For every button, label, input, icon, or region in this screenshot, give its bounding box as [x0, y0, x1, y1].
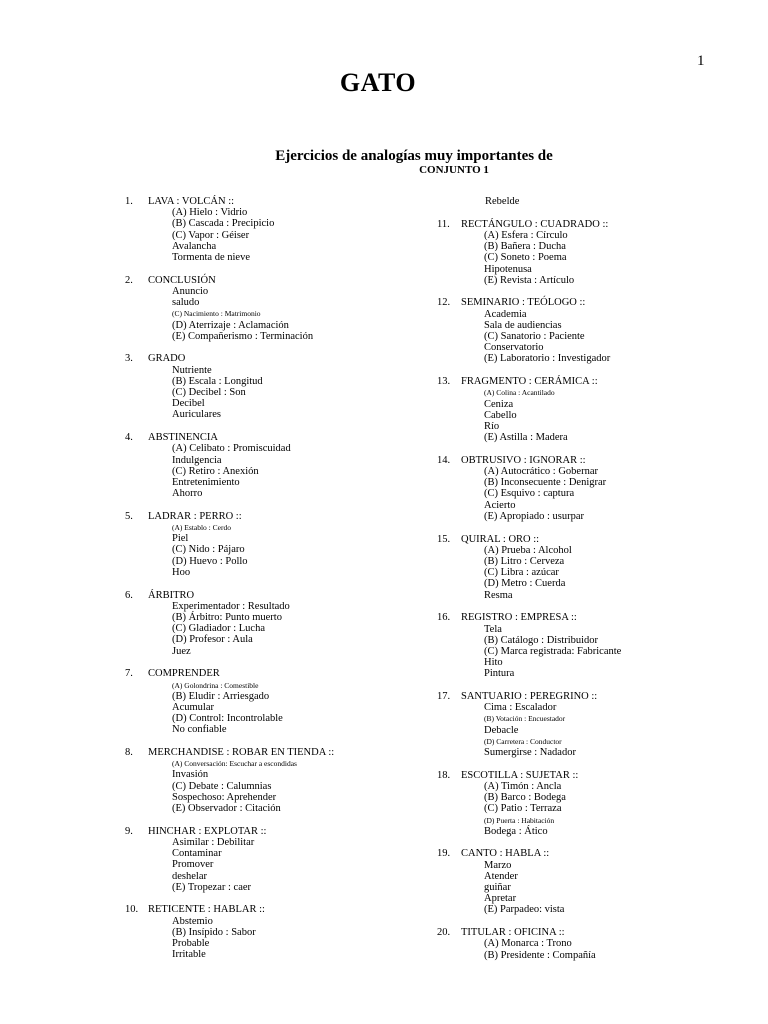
question-prompt-row: [437, 455, 642, 466]
answer-option: (C) Gladiador : Lucha: [172, 623, 266, 635]
question-number: 15.: [437, 533, 451, 545]
question-prompt-row: [125, 275, 340, 286]
question-number: 19.: [437, 848, 451, 860]
answer-option: Indulgencia: [172, 454, 222, 466]
question-prompt: CANTO : HABLA ::: [461, 848, 550, 860]
answer-options: [437, 624, 642, 680]
question-prompt-row: [125, 826, 340, 837]
question-prompt-row: [125, 590, 340, 601]
question-prompt-row: [125, 353, 340, 364]
answer-option: (A) Monarca : Trono: [484, 938, 572, 950]
answer-option: Contaminar: [172, 848, 222, 860]
answer-options: [125, 443, 340, 499]
question-prompt: SEMINARIO : TEÓLOGO ::: [461, 297, 586, 309]
question-item: [437, 612, 642, 679]
answer-option: Bodega : Ático: [484, 825, 548, 837]
answer-option: Juez: [172, 645, 191, 657]
question-prompt: LAVA : VOLCÁN ::: [148, 196, 235, 207]
answer-option: (A) Conversación: Escuchar a escondidas: [172, 759, 297, 769]
answer-option: (C) Vapor : Géiser: [172, 229, 250, 241]
answer-option: (C) Libra : azúcar: [484, 567, 559, 579]
answer-option: Avalancha: [172, 240, 217, 252]
answer-option: deshelar: [172, 870, 207, 882]
question-item: [125, 826, 340, 893]
question-prompt: GRADO: [148, 353, 186, 365]
answer-option: No confiable: [172, 724, 227, 736]
question-prompt: CONCLUSIÓN: [148, 274, 216, 286]
answer-option: (C) Decibel : Son: [172, 387, 246, 399]
question-prompt-row: [437, 534, 642, 545]
answer-option: Anuncio: [172, 285, 209, 297]
question-prompt-row: [125, 904, 340, 915]
question-item: [125, 353, 340, 420]
answer-option: (E) Astilla : Madera: [484, 432, 568, 444]
answer-option: Acumular: [172, 701, 214, 713]
question-prompt-row: [437, 848, 642, 859]
answer-option: Hito: [484, 657, 503, 669]
question-prompt: ÁRBITRO: [148, 589, 195, 601]
question-number: 5.: [125, 510, 133, 522]
question-prompt-row: [437, 927, 642, 938]
answer-option: Tela: [484, 623, 502, 635]
question-prompt: OBTRUSIVO : IGNORAR ::: [461, 454, 586, 466]
question-item: [125, 590, 340, 657]
answer-options: [125, 758, 340, 814]
question-prompt-row: [125, 747, 340, 758]
page-number: 1: [697, 53, 705, 69]
answer-option: (D) Huevo : Pollo: [172, 555, 248, 567]
question-number: 14.: [437, 454, 451, 466]
question-prompt-row: [125, 196, 340, 207]
question-prompt: LADRAR : PERRO ::: [148, 510, 242, 522]
answer-options: [437, 938, 642, 960]
answer-option: (B) Bañera : Ducha: [484, 241, 566, 253]
question-number: 16.: [437, 612, 451, 624]
answer-option: Ahorro: [172, 488, 203, 500]
question-item: [437, 848, 642, 915]
question-item: [437, 297, 642, 364]
question-number: 8.: [125, 747, 133, 759]
question-item: [125, 432, 340, 499]
answer-options: [437, 309, 642, 365]
answer-option: Atender: [484, 870, 518, 882]
answer-option: (C) Retiro : Anexión: [172, 465, 259, 477]
answer-option: (A) Esfera : Círculo: [484, 229, 568, 241]
answer-option: (A) Prueba : Alcohol: [484, 544, 572, 556]
question-number: 7.: [125, 668, 133, 680]
answer-options: [125, 680, 340, 736]
answer-options: [125, 207, 340, 263]
question-prompt-row: [437, 219, 642, 230]
left-column: [125, 196, 340, 972]
answer-options: [437, 387, 642, 443]
question-prompt: COMPRENDER: [148, 668, 220, 680]
question-item: [437, 534, 642, 601]
answer-option: (B) Eludir : Arriesgado: [172, 690, 270, 702]
question-item: [437, 455, 642, 522]
answer-option: (A) Colina : Acantilado: [484, 388, 555, 398]
question-item: [125, 196, 340, 263]
answer-option: (D) Aterrizaje : Aclamación: [172, 319, 289, 331]
question-prompt: HINCHAR : EXPLOTAR ::: [148, 825, 267, 837]
answer-option: Pintura: [484, 668, 515, 680]
answer-option: Hipotenusa: [484, 263, 532, 275]
answer-option: Abstemio: [172, 915, 213, 927]
answer-option: Sospechoso: Aprehender: [172, 791, 277, 803]
answer-option: (E) Parpadeo: vista: [484, 904, 565, 916]
answer-option: (C) Nido : Pájaro: [172, 544, 245, 556]
question-number: 11.: [437, 218, 450, 230]
answer-option: (D) Control: Incontrolable: [172, 713, 283, 725]
question-number: 13.: [437, 376, 451, 388]
question-number: 10.: [125, 904, 139, 916]
answer-option: Academia: [484, 308, 527, 320]
answer-option: (C) Marca registrada: Fabricante: [484, 645, 622, 657]
answer-option: (C) Esquivo : captura: [484, 488, 575, 500]
document-title: GATO: [339, 68, 417, 97]
set-label: CONJUNTO 1: [419, 164, 489, 176]
answer-option: (D) Profesor : Aula: [172, 634, 253, 646]
question-item: [125, 668, 340, 735]
question-item: [125, 511, 340, 578]
answer-option: Conservatorio: [484, 342, 544, 354]
answer-option: (A) Autocrático : Gobernar: [484, 466, 598, 478]
question-prompt: QUIRAL : ORO ::: [461, 533, 540, 545]
document-subtitle: Ejercicios de analogías muy importantes de: [275, 148, 553, 164]
question-number: 4.: [125, 432, 133, 444]
answer-options: [437, 702, 642, 758]
question-prompt: ESCOTILLA : SUJETAR ::: [461, 769, 579, 781]
question-item: [437, 219, 642, 286]
answer-option: (B) Árbitro: Punto muerto: [172, 612, 282, 623]
question-prompt: RECTÁNGULO : CUADRADO ::: [461, 218, 609, 230]
answer-option: Entretenimiento: [172, 476, 240, 488]
question-prompt-row: [437, 376, 642, 387]
answer-option: (C) Soneto : Poema: [484, 252, 567, 264]
answer-options: [437, 860, 642, 916]
answer-option: (B) Presidente : Compañía: [484, 949, 596, 961]
answer-option: (C) Sanatorio : Paciente: [484, 331, 585, 343]
answer-option: Decibel: [172, 398, 205, 410]
answer-option: Acierto: [484, 499, 516, 511]
answer-option: Irritable: [172, 949, 206, 961]
answer-option: (B) Inconsecuente : Denigrar: [484, 477, 607, 489]
answer-options: [125, 601, 340, 657]
answer-option: (A) Golondrina : Comestible: [172, 680, 259, 690]
question-prompt-row: [125, 511, 340, 522]
answer-options: [125, 837, 340, 893]
carryover-text: Rebelde: [485, 196, 520, 207]
question-number: 1.: [125, 196, 133, 207]
answer-options: [437, 466, 642, 522]
question-number: 9.: [125, 825, 133, 837]
answer-option: Auriculares: [172, 409, 221, 421]
question-prompt: FRAGMENTO : CERÁMICA ::: [461, 376, 598, 388]
answer-option: (C) Debate : Calumnias: [172, 780, 272, 792]
question-prompt: MERCHANDISE : ROBAR EN TIENDA ::: [148, 747, 335, 759]
answer-option: Cima : Escalador: [484, 702, 557, 714]
question-number: 2.: [125, 274, 133, 286]
question-prompt-row: [437, 770, 642, 781]
answer-option: (D) Metro : Cuerda: [484, 578, 566, 590]
answer-option: Promover: [172, 859, 214, 871]
answer-option: Cabello: [484, 409, 517, 421]
question-number: 6.: [125, 589, 133, 601]
answer-option: (B) Escala : Longitud: [172, 375, 263, 387]
answer-option: Hoo: [172, 566, 191, 578]
question-number: 20.: [437, 927, 451, 939]
answer-option: (C) Patio : Terraza: [484, 803, 562, 815]
right-column: [437, 196, 642, 972]
answer-option: (D) Puerta : Habitación: [484, 815, 555, 825]
answer-option: (B) Cascada : Precipicio: [172, 218, 275, 230]
question-prompt: ABSTINENCIA: [148, 432, 218, 444]
answer-option: Sala de audiencias: [484, 319, 562, 331]
answer-option: (B) Votación : Encuestador: [484, 714, 566, 724]
question-prompt: TITULAR : OFICINA ::: [461, 927, 565, 939]
answer-option: (B) Litro : Cerveza: [484, 555, 565, 567]
question-number: 18.: [437, 769, 451, 781]
answer-option: Probable: [172, 938, 210, 950]
question-number: 3.: [125, 353, 133, 365]
answer-option: (E) Observador : Citación: [172, 803, 281, 815]
question-item: [437, 770, 642, 837]
answer-option: (A) Timón : Ancla: [484, 780, 562, 792]
question-item: [125, 904, 340, 960]
answer-option: (B) Barco : Bodega: [484, 792, 566, 804]
question-item: [437, 927, 642, 961]
question-item: [437, 376, 642, 443]
question-prompt: SANTUARIO : PEREGRINO ::: [461, 691, 598, 703]
answer-option: saludo: [172, 297, 200, 309]
question-item: [125, 275, 340, 342]
answer-options: [437, 230, 642, 286]
answer-option: (A) Celibato : Promiscuidad: [172, 443, 291, 455]
answer-option: Nutriente: [172, 364, 212, 376]
answer-option: guiñar: [484, 882, 511, 894]
answer-option: (D) Carretera : Conductor: [484, 736, 562, 746]
question-number: 17.: [437, 691, 451, 703]
answer-option: Tormenta de nieve: [172, 252, 250, 264]
answer-option: Ceniza: [484, 398, 514, 410]
answer-options: [437, 781, 642, 837]
answer-option: (E) Tropezar : caer: [172, 881, 252, 893]
answer-option: Asimilar : Debilitar: [172, 836, 255, 848]
question-prompt-row: [437, 691, 642, 702]
question-item: [125, 747, 340, 814]
question-prompt: RETICENTE : HABLAR ::: [148, 904, 265, 916]
answer-option: Experimentador : Resultado: [172, 600, 290, 612]
answer-option: (C) Nacimiento : Matrimonio: [172, 309, 261, 319]
answer-option: Piel: [172, 533, 189, 545]
answer-option: Invasión: [172, 769, 209, 781]
answer-option: (A) Establo : Cerdo: [172, 523, 231, 533]
question-number: 12.: [437, 297, 451, 309]
answer-option: Apretar: [484, 893, 517, 905]
question-prompt-row: [125, 668, 340, 679]
answer-option: Resma: [484, 589, 513, 601]
answer-option: (B) Insípido : Sabor: [172, 926, 256, 938]
answer-option: (E) Revista : Artículo: [484, 274, 575, 286]
answer-option: (E) Laboratorio : Investigador: [484, 353, 611, 365]
answer-option: Debacle: [484, 724, 519, 736]
answer-options: [437, 545, 642, 601]
question-prompt-row: [437, 297, 642, 308]
answer-option: Sumergirse : Nadador: [484, 747, 576, 759]
question-item: [437, 691, 642, 758]
answer-option: (E) Compañerismo : Terminación: [172, 330, 314, 342]
answer-option: (B) Catálogo : Distribuidor: [484, 634, 599, 646]
answer-options: [125, 365, 340, 421]
answer-option: Río: [484, 420, 500, 432]
answer-options: [125, 916, 340, 961]
answer-option: (E) Apropiado : usurpar: [484, 510, 585, 522]
answer-options: [125, 286, 340, 342]
question-prompt-row: [437, 612, 642, 623]
answer-option: Marzo: [484, 859, 512, 871]
answer-option: (A) Hielo : Vidrio: [172, 207, 248, 219]
question-prompt: REGISTRO : EMPRESA ::: [461, 612, 577, 624]
question-prompt-row: [125, 432, 340, 443]
answer-options: [125, 522, 340, 578]
